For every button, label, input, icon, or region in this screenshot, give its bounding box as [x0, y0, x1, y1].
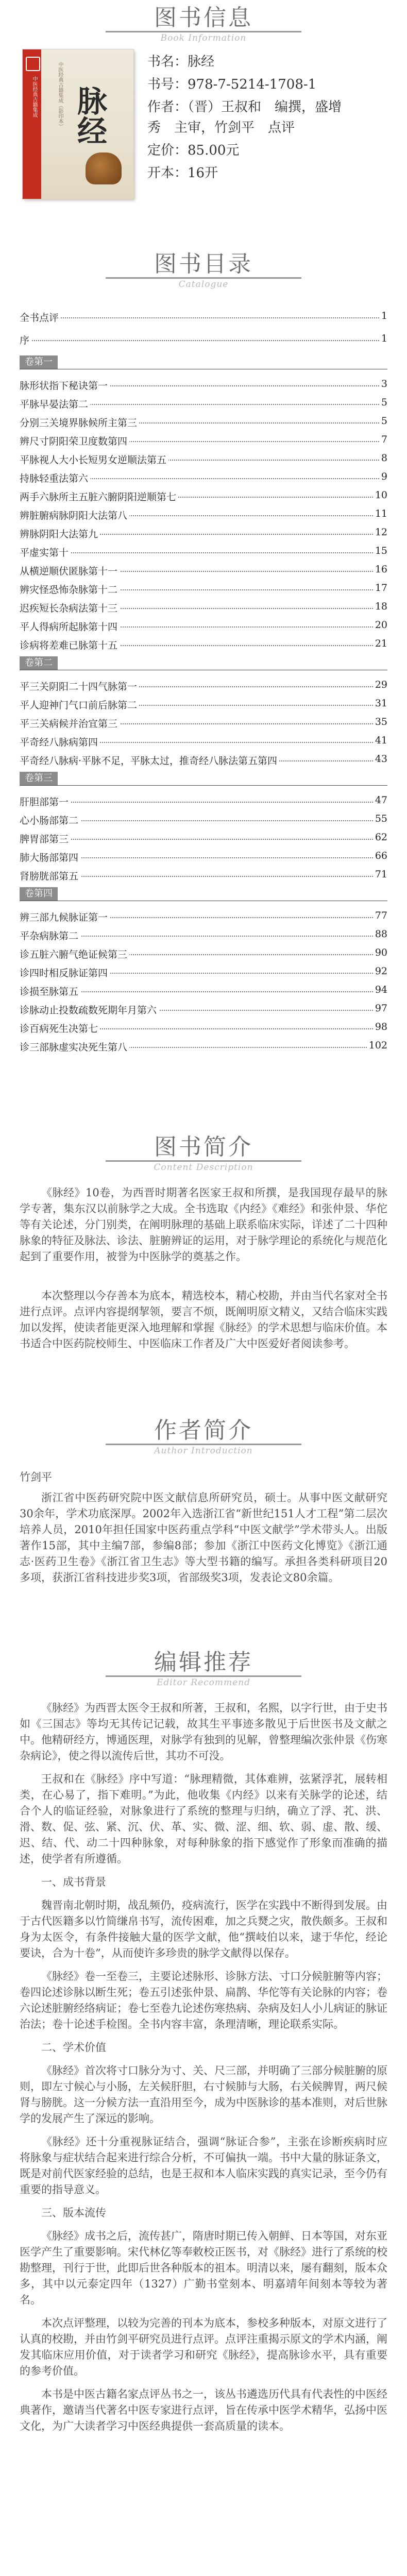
toc-entry-title: 持脉轻重法第六: [20, 471, 90, 485]
cover-pot-image: [86, 152, 122, 184]
toc-entry-title: 诊三部脉虚实决死生第八: [20, 1040, 129, 1054]
toc-leader: [20, 839, 387, 840]
toc-entry-title: 辨脏腑病脉阴阳大法第八: [20, 508, 129, 522]
toc-volume-label: 卷第一: [20, 355, 58, 369]
intro-paragraph: 《脉经》10卷，为西晋时期著名医家王叔和所撰，是我国现存最早的脉学专著，集东汉以前脉学之大成。全书选取《内经》《难经》和张仲景、华佗等有关论述，分门别类，在阐明脉理的基础上联系临床实际，详述了二十四种脉象的特征及脉法、诊法、脏腑辨证的运用，对于脉学理论的系统化与规范化起到了重要作用，被誉为中医脉学的奠基之作。: [20, 1187, 387, 1263]
toc-entry-page: 71: [373, 869, 387, 880]
toc-entry-page: 97: [373, 1003, 387, 1014]
toc-entry: [20, 619, 387, 632]
toc-entry-page: 10: [373, 489, 387, 501]
toc-entry-page: 88: [373, 928, 387, 940]
book-info-subtitle: Book Information: [160, 33, 247, 43]
toc-entry-title: 序: [20, 333, 31, 347]
recommend-subtitle: Editor Recommend: [156, 1677, 251, 1688]
toc-entry: [20, 832, 387, 844]
toc-entry: [20, 378, 387, 391]
cover-series: 中医经典古籍集成（影印本）: [57, 62, 63, 129]
toc-leader: [20, 317, 387, 318]
toc-entry-page: 15: [373, 545, 387, 556]
toc-entry-page: 43: [373, 753, 387, 765]
recommend-paragraph: 本书是中医古籍名家点评丛书之一，该丛书遴选历代具有代表性的中医经典著作，邀请当代著名中医专家进行点评，旨在传承中医学术精华，弘扬中医文化，为广大读者学习中医经典提供一套高质量的读本。: [20, 2388, 387, 2432]
toc-entry-title: 肾膀胱部第五: [20, 869, 80, 883]
toc-entry-title: 全书点评: [20, 310, 61, 324]
toc-entry: [20, 1021, 387, 1033]
toc-entry: [20, 489, 387, 502]
info-format: 开本：16开: [147, 165, 218, 181]
toc-entry-title: 辨灾怪恐怖杂脉第十二: [20, 582, 120, 596]
toc-entry-title: 平三关病候并治宜第三: [20, 716, 120, 730]
toc-entry: [20, 869, 387, 881]
toc-entry-title: 两手六脉所主五脏六腑阴阳逆顺第七: [20, 489, 178, 503]
catalogue-subtitle: Catalogue: [178, 279, 229, 290]
book-info-title: 图书信息: [154, 5, 253, 31]
intro-header: [0, 1133, 407, 1173]
catalogue-header: [0, 250, 407, 290]
recommend-paragraph: 三、版本流传: [41, 2207, 106, 2219]
toc-entry-title: 辨尺寸阴阳荣卫度数第四: [20, 434, 129, 448]
toc-entry-title: 从横逆顺伏匿脉第十一: [20, 564, 120, 578]
toc-entry-page: 41: [373, 735, 387, 746]
cover-title: 脉经: [72, 86, 107, 145]
toc-entry: [20, 564, 387, 576]
toc-entry-title: 诊脉动止投数疏数死期年月第六: [20, 1003, 159, 1016]
recommend-paragraph: 王叔和在《脉经》序中写道：“脉理精微，其体难辨，弦紧浮芤，展转相类，在心易了，指下难明。”为此，他收集《内经》以来有关脉学的论述，结合个人的临证经验，对脉象进行了系统的整理与归纳，确立了浮、芤、洪、滑、数、促、弦、紧、沉、伏、革、实、微、涩、细、软、弱、虚、散、缓、迟、结、代、动二十四种脉象，对每种脉象的指下感觉作了形象而准确的描述，使学者有所遵循。: [20, 1773, 387, 1865]
recommend-paragraph: 二、学术价值: [41, 2041, 106, 2054]
toc-entry-page: 47: [373, 794, 387, 806]
toc-entry-title: 脾胃部第三: [20, 832, 71, 845]
toc-entry: [20, 716, 387, 728]
toc-entry-title: 诊损至脉第五: [20, 984, 80, 998]
toc-entry-title: 肺大肠部第四: [20, 850, 80, 864]
recommend-paragraph: 《脉经》成书之后，流传甚广，隋唐时期已传入朝鲜、日本等国，对东亚医学产生了重要影响。宋代林亿等奉敕校正医书，对《脉经》进行了系统的校勘整理，刊行于世，此即后世各种版本的祖本。明清以来，屡有翻刻，版本众多，其中以元泰定四年（1327）广勤书堂刻本、明嘉靖年间刻本等较为著名。: [20, 2230, 387, 2306]
header-rule: [106, 31, 301, 32]
toc-entry-page: 102: [367, 1040, 387, 1051]
toc-entry-page: 55: [373, 813, 387, 824]
intro-title: 图书简介: [154, 1134, 253, 1160]
toc-entry: [20, 813, 387, 825]
book-cover: [23, 49, 133, 199]
toc-entry-page: 1: [379, 333, 387, 344]
toc-entry-title: 辨三部九候脉证第一: [20, 910, 110, 924]
toc-entry-title: 诊四时相反脉证第四: [20, 965, 110, 979]
toc-entry-page: 92: [373, 965, 387, 977]
toc-entry: [20, 965, 387, 978]
toc-entry-page: 90: [373, 947, 387, 958]
toc-leader: [20, 340, 387, 341]
toc-entry: [20, 527, 387, 539]
toc-entry-title: 肝胆部第一: [20, 794, 71, 808]
toc-entry-title: 脉形状指下秘诀第一: [20, 378, 110, 392]
toc-entry-page: 98: [373, 1021, 387, 1032]
toc-entry-page: 5: [379, 415, 387, 427]
toc-entry-page: 18: [373, 601, 387, 612]
toc-entry-page: 66: [373, 850, 387, 861]
toc-entry-title: 诊百病死生决第七: [20, 1021, 100, 1035]
toc-entry: [20, 601, 387, 613]
toc-entry-page: 9: [379, 471, 387, 482]
author-header: [0, 1417, 407, 1456]
toc-entry-title: 分别三关境界脉候所主第三: [20, 415, 139, 429]
toc-entry: [20, 947, 387, 959]
info-isbn: 书号：978-7-5214-1708-1: [147, 77, 317, 92]
toc-entry-title: 平杂病脉第二: [20, 928, 80, 942]
toc-entry: [20, 850, 387, 862]
toc-entry-page: 17: [373, 582, 387, 594]
toc-entry-page: 3: [379, 378, 387, 389]
toc-entry: [20, 310, 387, 323]
toc-entry: [20, 698, 387, 710]
toc-entry-title: 平奇经八脉病·平脉不足，平脉太过，推奇经八脉法第五第四: [20, 753, 279, 767]
toc-entry: [20, 928, 387, 941]
recommend-paragraph: 一、成书背景: [41, 1876, 106, 1888]
toc-entry-page: 12: [373, 527, 387, 538]
recommend-paragraph: 本次点评整理，以较为完善的刊本为底本，参校多种版本，对原文进行了认真的校勘，并由竹剑平研究员进行点评。点评注重揭示原文的学术内涵，阐发其临床应用价值，对于读者学习和研究《脉经》，提高脉诊水平，具有重要的参考价值。: [20, 2317, 387, 2377]
toc-entry: [20, 1003, 387, 1015]
toc-entry-page: 1: [379, 310, 387, 321]
toc-entry-page: 20: [373, 619, 387, 631]
toc-entry: [20, 545, 387, 557]
toc-entry: [20, 397, 387, 409]
author-title: 作者简介: [154, 1417, 253, 1444]
toc-entry: [20, 679, 387, 691]
toc-volume-label: 卷第三: [20, 772, 58, 785]
info-title: 书名：脉经: [147, 54, 215, 70]
toc-entry-page: 8: [379, 452, 387, 464]
toc-entry-title: 平人迎神门气口前后脉第二: [20, 698, 139, 711]
toc-entry-title: 平人得病所起脉第十四: [20, 619, 120, 633]
toc-leader: [20, 802, 387, 803]
toc-volume-label: 卷第二: [20, 656, 58, 670]
cover-band-text: 中医经典古籍集成: [31, 76, 37, 117]
toc-entry-page: 11: [373, 508, 387, 519]
toc-entry-page: 29: [373, 679, 387, 690]
toc-entry: [20, 333, 387, 345]
cover-band: [23, 49, 41, 199]
toc-entry-title: 平脉视人大小长短男女逆顺法第五: [20, 452, 168, 466]
toc-leader: [20, 552, 387, 553]
toc-entry-page: 35: [373, 716, 387, 727]
intro-subtitle: Content Description: [154, 1162, 253, 1173]
toc-entry: [20, 910, 387, 922]
recommend-paragraph: 《脉经》为西晋太医令王叔和所著，王叔和，名熙，以字行世，由于史书如《三国志》等均无其传记记载，故其生平事迹多散见于后世医书及文献之中。他精研经方，博通医理，对脉学有独到的见解，曾整理编次张仲景《伤寒杂病论》，使之得以流传后世，其功不可没。: [20, 1702, 387, 1762]
toc-entry: [20, 1040, 387, 1052]
toc-divider: [20, 785, 387, 786]
header-rule: [106, 1444, 301, 1445]
recommend-paragraph: 《脉经》还十分重视脉证结合，强调“脉证合参”，主张在诊断疾病时应将脉象与症状结合起来进行综合分析，不可偏执一端。书中大量的脉证条文，既是对前代医家经验的总结，也是王叔和本人临床实践的真实记录，至今仍有重要的指导意义。: [20, 2136, 387, 2196]
toc-entry: [20, 582, 387, 595]
toc-entry: [20, 415, 387, 428]
recommend-paragraph: 《脉经》卷一至卷三，主要论述脉形、诊脉方法、寸口分候脏腑等内容；卷四论述诊脉以断生死；卷五引述张仲景、扁鹊、华佗等有关论脉的内容；卷六论述脏腑经络病证；卷七至卷九论述伤寒热病、杂病及妇人小儿病证的脉证治法；卷十论述手检图。全书内容丰富，条理清晰，理论联系实际。: [20, 1970, 387, 2030]
cover-seal-icon: [26, 57, 40, 71]
toc-entry-title: 平虚实第十: [20, 545, 71, 559]
toc-entry-page: 7: [379, 434, 387, 445]
toc-entry-page: 62: [373, 832, 387, 843]
toc-entry-title: 平奇经八脉病第四: [20, 735, 100, 749]
toc-entry-page: 5: [379, 397, 387, 408]
toc-entry-title: 平脉早晏法第二: [20, 397, 90, 411]
toc-entry-page: 94: [373, 984, 387, 995]
recommend-header: [0, 1649, 407, 1688]
author-name: 竹剑平: [20, 1471, 52, 1483]
toc-entry: [20, 434, 387, 446]
toc-entry-title: 迟疾短长杂病法第十三: [20, 601, 120, 615]
toc-entry: [20, 638, 387, 650]
toc-entry-page: 21: [373, 638, 387, 649]
info-author-cont: 秀 主审，竹剑平 点评: [147, 120, 295, 135]
toc-volume-label: 卷第四: [20, 887, 58, 901]
author-bio: 浙江省中医药研究院中医文献信息所研究员，硕士。从事中医文献研究30余年，学术功底深厚。2002年入选浙江省“新世纪151人才工程”第二层次培养人员，2010年担任国家中医药重点学科“中医文献学”学术带头人。出版著作15部，其中主编7部，参编8部；参加《浙江中医药文化博览》《浙江通志·医药卫生卷》《浙江省卫生志》等大型书籍的编写。承担各类科研项目20多项，获浙江省科技进步奖3项，省部级奖3项，发表论文80余篇。: [20, 1492, 387, 1584]
toc-entry-title: 平三关阴阳二十四气脉第一: [20, 679, 139, 693]
toc-entry: [20, 471, 387, 483]
toc-entry-page: 31: [373, 698, 387, 709]
recommend-paragraph: 魏晋南北朝时期，战乱频仍，疫病流行，医学在实践中不断得到发展。由于古代医籍多以竹简缣帛书写，流传困难，加之兵燹之灾，散佚颇多。王叔和身为太医令，有条件接触大量的医学文献，他“撰岐伯以来，逮于华佗，经论要诀，合为十卷”，从而使许多珍贵的脉学文献得以保存。: [20, 1899, 387, 1959]
toc-entry: [20, 794, 387, 807]
toc-entry: [20, 735, 387, 747]
header-rule: [106, 277, 301, 279]
info-author: 作者：（晋）王叔和 编撰，盛增: [147, 99, 342, 115]
toc-entry-title: 诊病将差难已脉第十五: [20, 638, 120, 652]
recommend-title: 编辑推荐: [154, 1649, 253, 1675]
toc-entry: [20, 452, 387, 465]
info-price: 定价：85.00元: [147, 143, 240, 158]
catalogue-title: 图书目录: [154, 251, 253, 277]
toc-entry: [20, 508, 387, 520]
header-rule: [106, 1160, 301, 1162]
toc-entry: [20, 984, 387, 996]
toc-entry: [20, 753, 387, 766]
author-subtitle: Author Introduction: [154, 1446, 253, 1456]
header-rule: [106, 1675, 301, 1677]
recommend-paragraph: 《脉经》首次将寸口脉分为寸、关、尺三部，并明确了三部分候脏腑的原则，即左寸候心与小肠，左关候肝胆，右寸候肺与大肠，右关候脾胃，两尺候肾与膀胱。这一分候方法一直沿用至今，成为中医脉诊的基本准则，对后世脉学的发展产生了深远的影响。: [20, 2064, 387, 2125]
toc-entry-page: 16: [373, 564, 387, 575]
toc-entry-page: 77: [373, 910, 387, 921]
book-info-header: [0, 4, 407, 43]
toc-entry-title: 辨脉阴阳大法第九: [20, 527, 100, 540]
intro-paragraph: 本次整理以今存善本为底本，精选校本，精心校勘，并由当代名家对全书进行点评。点评内容提纲挈领，要言不烦，既阐明原文精义，又结合临床实践加以发挥，使读者能更深入地理解和掌握《脉经》的学术思想与临床价值。本书适合中医药院校师生、中医临床工作者及广大中医爱好者阅读参考。: [20, 1290, 387, 1350]
toc-entry-title: 诊五脏六腑气绝证候第三: [20, 947, 129, 961]
toc-entry-title: 心小肠部第二: [20, 813, 80, 827]
